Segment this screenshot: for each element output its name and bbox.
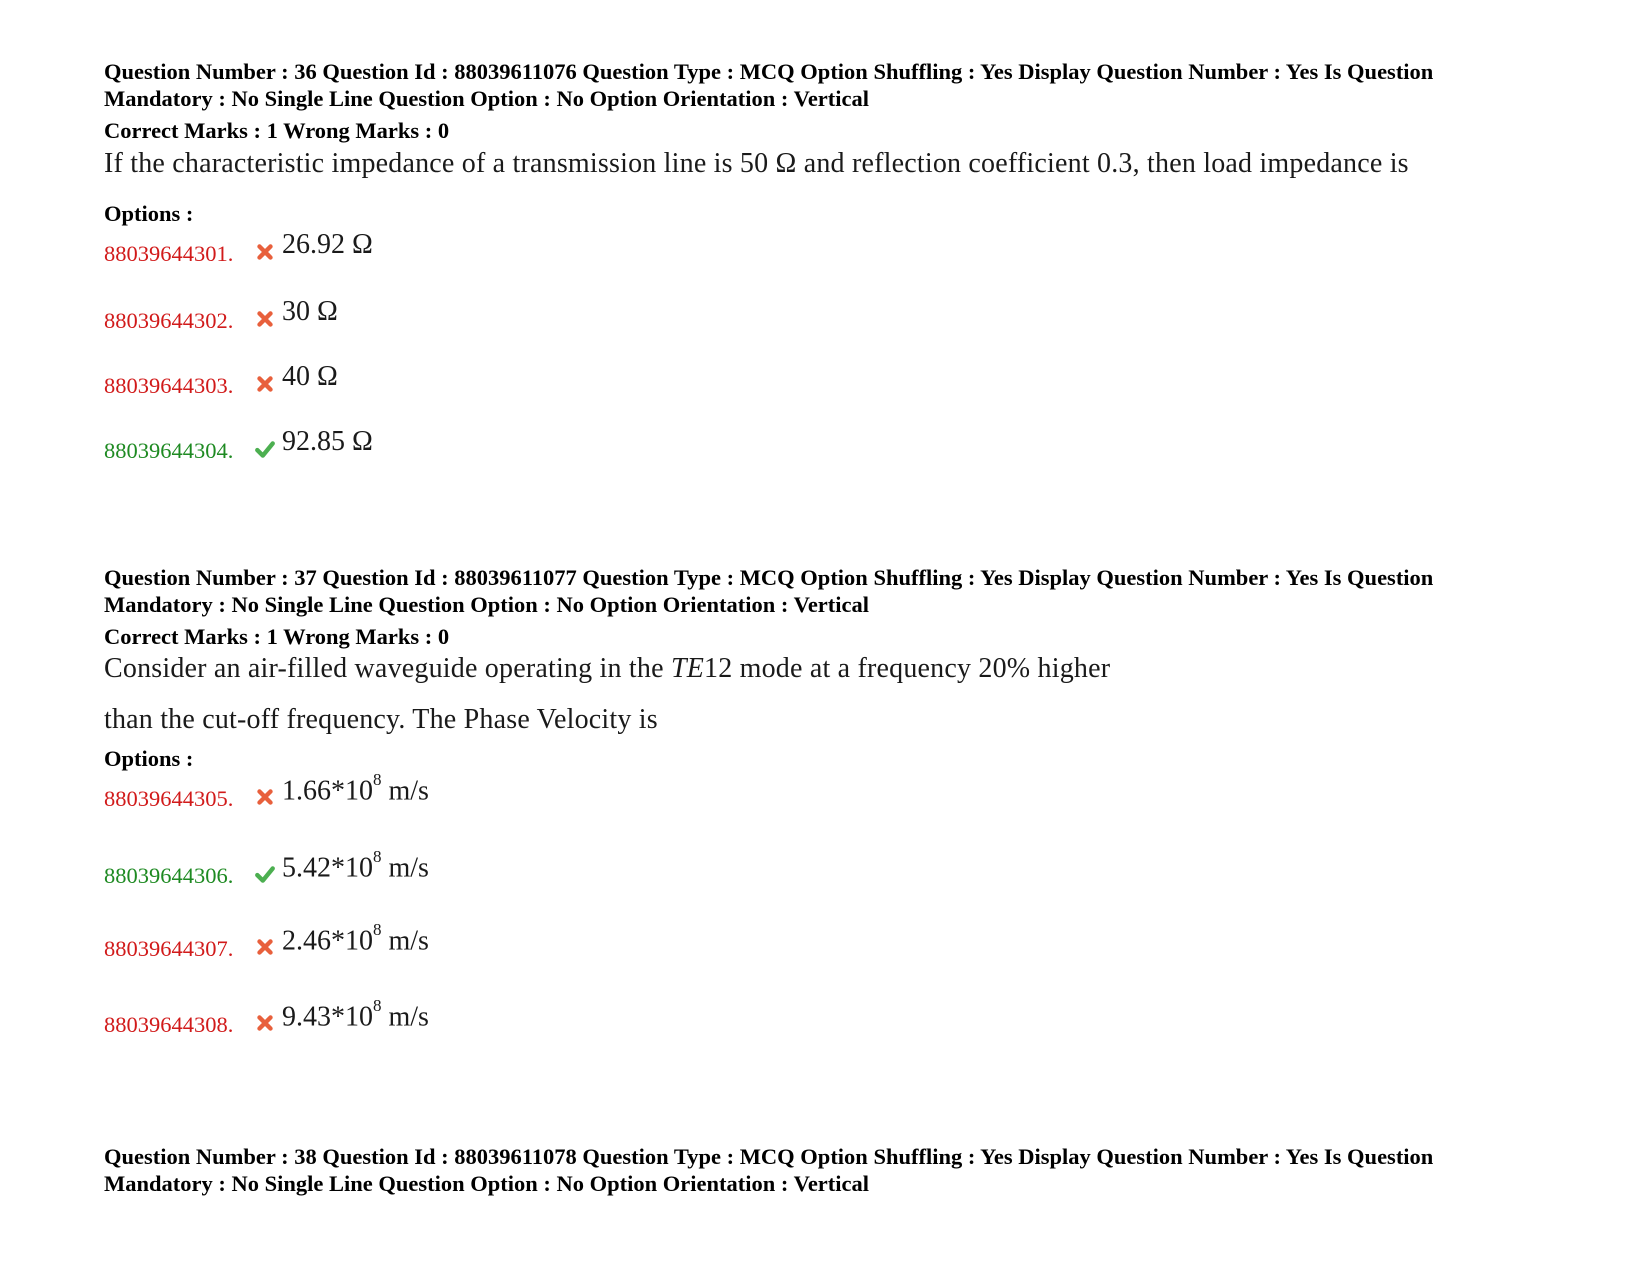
option-value-unit: m/s xyxy=(381,775,429,807)
option-item[interactable] xyxy=(104,770,704,813)
option-value: 30 Ω xyxy=(282,296,338,327)
option-item[interactable] xyxy=(104,996,704,1039)
option-id: 88039644303. xyxy=(104,373,234,398)
option-value-exponent: 8 xyxy=(373,920,382,939)
question-meta-line: Question Number : 38 Question Id : 88039611078 Question Type : MCQ Option Shuffling : Yes Display Question Number : Yes Is Question xyxy=(104,1144,1434,1169)
question-marks: Correct Marks : 1 Wrong Marks : 0 xyxy=(104,118,450,143)
question-meta-line: Question Number : 37 Question Id : 88039611077 Question Type : MCQ Option Shuffling : Yes Display Question Number : Yes Is Question xyxy=(104,565,1434,590)
question-marks: Correct Marks : 1 Wrong Marks : 0 xyxy=(104,624,450,649)
question-meta-line: Question Number : 36 Question Id : 88039611076 Question Type : MCQ Option Shuffling : Yes Display Question Number : Yes Is Question xyxy=(104,59,1434,84)
options-label: Options : xyxy=(104,201,194,226)
option-value-unit: m/s xyxy=(381,852,429,884)
cross-icon xyxy=(254,241,276,263)
question-38 xyxy=(104,1143,1554,1197)
check-icon xyxy=(254,438,276,460)
question-meta-line: Mandatory : No Single Line Question Option : No Option Orientation : Vertical xyxy=(104,86,870,111)
option-value-exponent: 8 xyxy=(373,996,382,1015)
option-value xyxy=(282,847,429,884)
option-id: 88039644307. xyxy=(104,936,234,961)
cross-icon xyxy=(254,786,276,808)
option-value: 26.92 Ω xyxy=(282,229,373,260)
option-id: 88039644304. xyxy=(104,438,234,463)
option-id: 88039644308. xyxy=(104,1012,234,1037)
option-id: 88039644306. xyxy=(104,863,234,888)
option-value: 92.85 Ω xyxy=(282,426,373,457)
option-value xyxy=(282,996,429,1033)
option-value-base: 5.42*10 xyxy=(282,852,373,884)
cross-icon xyxy=(254,1012,276,1034)
option-value xyxy=(282,920,429,957)
question-text-part: 12 mode at a frequency 20% higher xyxy=(704,653,1111,684)
mode-symbol: TE xyxy=(670,653,705,684)
option-item[interactable] xyxy=(104,296,704,335)
option-value-base: 9.43*10 xyxy=(282,1001,373,1033)
question-meta xyxy=(104,564,1554,618)
question-meta xyxy=(104,1143,1554,1197)
option-value xyxy=(282,770,429,807)
question-text: If the characteristic impedance of a transmission line is 50 Ω and reflection coefficient 0.3, then load impedance is xyxy=(104,148,1409,179)
cross-icon xyxy=(254,308,276,330)
option-item[interactable] xyxy=(104,229,704,268)
option-id: 88039644301. xyxy=(104,241,234,266)
question-37 xyxy=(104,564,1554,1037)
option-value-exponent: 8 xyxy=(373,847,382,866)
option-value-base: 2.46*10 xyxy=(282,925,373,957)
question-text xyxy=(104,653,1110,685)
option-id: 88039644305. xyxy=(104,786,234,811)
option-value: 40 Ω xyxy=(282,361,338,392)
option-value-unit: m/s xyxy=(381,1001,429,1033)
question-meta-line: Mandatory : No Single Line Question Option : No Option Orientation : Vertical xyxy=(104,1171,870,1196)
cross-icon xyxy=(254,936,276,958)
options-label: Options : xyxy=(104,746,194,771)
question-meta xyxy=(104,58,1554,112)
question-36 xyxy=(104,58,1554,463)
check-icon xyxy=(254,863,276,885)
question-text-part: Consider an air-filled waveguide operating in the xyxy=(104,653,671,684)
option-value-exponent: 8 xyxy=(373,770,382,789)
question-meta-line: Mandatory : No Single Line Question Option : No Option Orientation : Vertical xyxy=(104,592,870,617)
option-item[interactable] xyxy=(104,361,704,400)
cross-icon xyxy=(254,373,276,395)
option-value-unit: m/s xyxy=(381,925,429,957)
question-text: than the cut-off frequency. The Phase Velocity is xyxy=(104,704,658,735)
option-id: 88039644302. xyxy=(104,308,234,333)
option-item[interactable] xyxy=(104,847,704,890)
option-value-base: 1.66*10 xyxy=(282,775,373,807)
option-item[interactable] xyxy=(104,426,704,465)
option-item[interactable] xyxy=(104,920,704,963)
